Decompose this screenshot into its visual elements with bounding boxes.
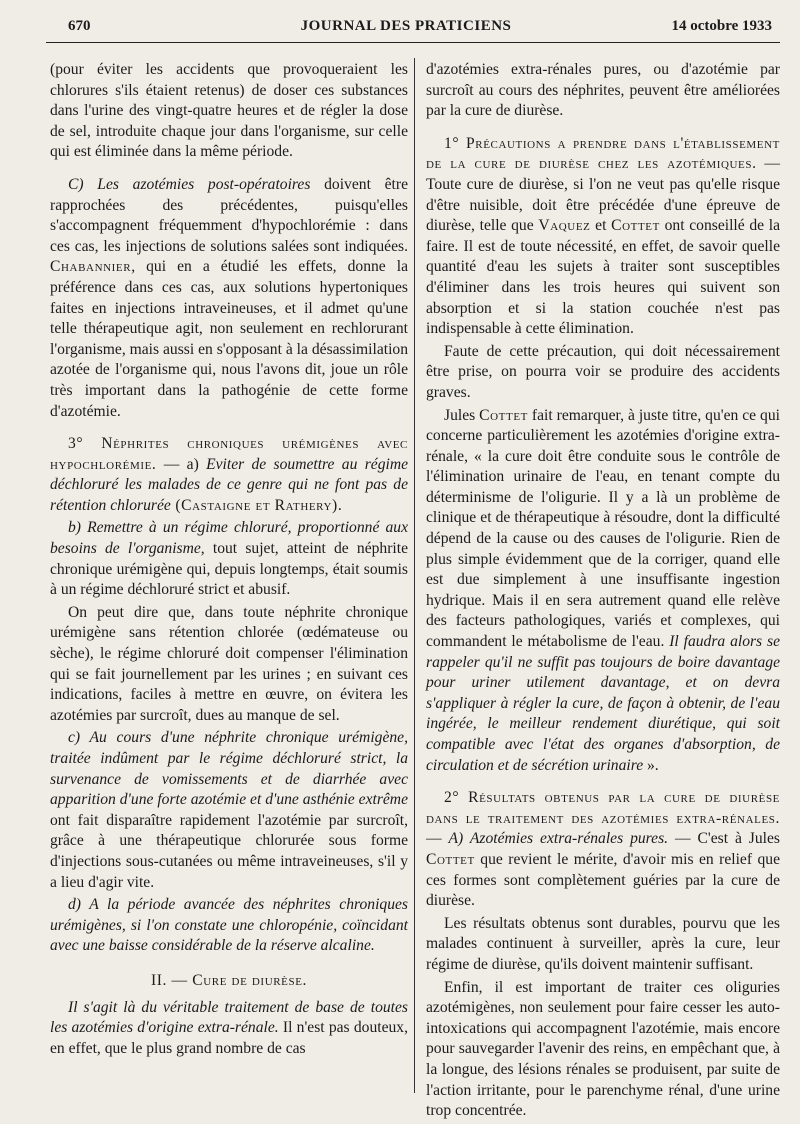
journal-title: JOURNAL DES PRATICIENS xyxy=(300,18,512,34)
column-divider xyxy=(414,58,415,1093)
paragraph: Faute de cette précaution, qui doit nécessairement être prise, on pourra voir se produire des accidents graves. xyxy=(426,342,780,401)
author-name: Cottet xyxy=(479,406,528,424)
paragraph: Les résultats obtenus sont durables, pourvu que les malades continuent à surveiller, après la cure, leur régime de diurèse, qu'ils doivent maintenir suffisant. xyxy=(426,914,780,973)
left-column xyxy=(50,60,408,1061)
subsection-heading: 1° Précautions a prendre dans l'établissement de la cure de diurèse chez les azotémiques. xyxy=(426,134,780,173)
paragraph: d) A la période avancée des néphrites chroniques urémigènes, si l'on constate une chloropénie, coïncidant avec une baisse considérable de la réserve alcaline. xyxy=(50,896,408,955)
paragraph: b) Remettre à un régime chloruré, proportionné aux besoins de l'organisme, tout sujet, atteint de néphrite chronique urémigène qui, depuis longtemps, était soumis à un régime déchloruré strict et abusif. xyxy=(50,519,408,599)
author-name: Cottet xyxy=(426,850,475,868)
paragraph: C) Les azotémies post-opératoires doivent être rapprochées des précédentes, puisqu'elles s'accompagnent fréquemment d'hypochlorémie : dans ces cas, les injections de solutions salées sont indiquées. Chabannier, qui en a étudié les effets, donne la préférence dans ces cas, aux solutions hypertoniques faites en injections intraveineuses, et il admet qu'une telle thérapeutique agit, non seulement en rechlorurant l'organisme, mais aussi en s'opposant à la désassimilation azotée de l'organisme qui, nous l'avons dit, joue un rôle très important dans la pathogénie de cette forme d'azotémie. xyxy=(50,175,408,420)
running-header xyxy=(30,18,782,40)
subsection-paragraph: 1° Précautions a prendre dans l'établissement de la cure de diurèse chez les azotémiques. — Toute cure de diurèse, si l'on ne veut pas qu'elle risque d'être nuisible, doit être précédée d'une épreuve de diurèse, telle que Vaquez et Cottet ont conseillé de la faire. Il est de toute nécessité, en effet, de savoir quelle quantité d'eau les sujets à traiter sont susceptibles d'éliminer dans les trois heures qui suivent son absorption et si la station couchée n'est pas indispensable à cette élimination. xyxy=(426,134,780,338)
right-column xyxy=(426,60,780,1124)
section-heading: II. — Cure de diurèse. xyxy=(150,971,308,989)
paragraph: d'azotémies extra-rénales pures, ou d'azotémie par surcroît au cours des néphrites, peuvent être améliorées par la cure de diurèse. xyxy=(426,61,780,120)
issue-date: 14 octobre 1933 xyxy=(671,18,772,34)
author-name: Cottet xyxy=(611,217,660,235)
author-name: Vaquez xyxy=(538,217,591,235)
subsection-heading: 2° Résultats obtenus par la cure de diurèse dans le traitement des azotémies extra-rénales. xyxy=(426,789,780,827)
page-number: 670 xyxy=(68,18,91,34)
paragraph: Jules Cottet fait remarquer, à juste titre, qu'en ce qui concerne particulièrement les azotémies d'origine extra-rénale, « la cure doit être conduite sous le contrôle de l'élimination urinaire de l'eau, en tenant compte du déterminisme de l'oligurie. Il y a là un problème de clinique et de thérapeutique à résoudre, dont la difficulté dépend de la cause ou des causes de l'oligurie. Rien de plus simple évidemment que de la corriger, quand elle est due simplement à une insuffisante ingestion hydrique. Mais il en sera autrement quand elle relève des facteurs pathologiques, variés et complexes, qui commandent le métabolisme de l'eau. Il faudra alors se rappeler qu'il ne suffit pas toujours de boire davantage pour uriner utilement davantage, et on devra s'appliquer à régler la cure, de façon à obtenir, de l'eau ingérée, le meilleur rendement diurétique, qui soit compatible avec l'état des organes d'absorption, de circulation et de sécrétion urinaire ». xyxy=(426,406,780,774)
paragraph: On peut dire que, dans toute néphrite chronique urémigène sans rétention chlorée (œdémateuse ou sèche), le régime chloruré doit compenser l'élimination qui se fait journellement par les urines ; en suivant ces indications, faciles à mettre en œuvre, on évitera les azotémies par surcroît, dues au manque de sel. xyxy=(50,603,408,724)
subsection-paragraph: 3° Néphrites chroniques urémigènes avec hypochlorémie. — a) Eviter de soumettre au régime déchloruré les malades de ce genre qui ne font pas de rétention chlorurée (Castaigne et Rathery). xyxy=(50,435,409,514)
paragraph: (pour éviter les accidents que provoqueraient les chlorures s'ils étaient retenus) de doser ces substances dans l'urine des vingt-quatre heures et de régler la dose de sel, introduite chaque jour dans l'organisme, sur celle qui est éliminée dans la même période. xyxy=(50,61,408,161)
author-name: Chabannier xyxy=(50,258,132,276)
italic-lead: C) Les azotémies post-opératoires xyxy=(68,175,311,193)
paragraph: Il s'agit là du véritable traitement de base de toutes les azotémies d'origine extra-rénale. Il n'est pas douteux, en effet, que le plus grand nombre de cas xyxy=(50,998,408,1057)
subsection-heading: 3° Néphrites chroniques urémigènes avec hypochlorémie. xyxy=(50,435,408,473)
subsection-paragraph: 2° Résultats obtenus par la cure de diurèse dans le traitement des azotémies extra-rénales. — A) Azotémies extra-rénales pures. — C'est à Jules Cottet que revient le mérite, d'avoir mis en relief que ces formes sont complètement guéries par la cure de diurèse. xyxy=(426,789,780,910)
paragraph: Enfin, il est important de traiter ces oliguries azotémigènes, non seulement pour faire cesser les auto-intoxications qui accompagnent l'azotémie, mais encore pour sauvegarder l'avenir des reins, en empêchant que, à la longue, des lésions rénales se produisent, par suite de l'action irritante, pour le parenchyme rénal, d'une urine trop concentrée. xyxy=(426,978,780,1120)
paragraph: c) Au cours d'une néphrite chronique urémigène, traitée indûment par le régime déchloruré strict, la survenance de vomissements et de diarrhée avec apparition d'une forte azotémie et d'une asthénie extrême ont fait disparaître rapidement l'azotémie par surcroît, grâce à une thérapeutique chlorurée sous forme d'injections sous-cutanées ou même intraveineuses, s'il y a lieu d'agir vite. xyxy=(50,729,408,891)
header-rule xyxy=(46,42,780,43)
